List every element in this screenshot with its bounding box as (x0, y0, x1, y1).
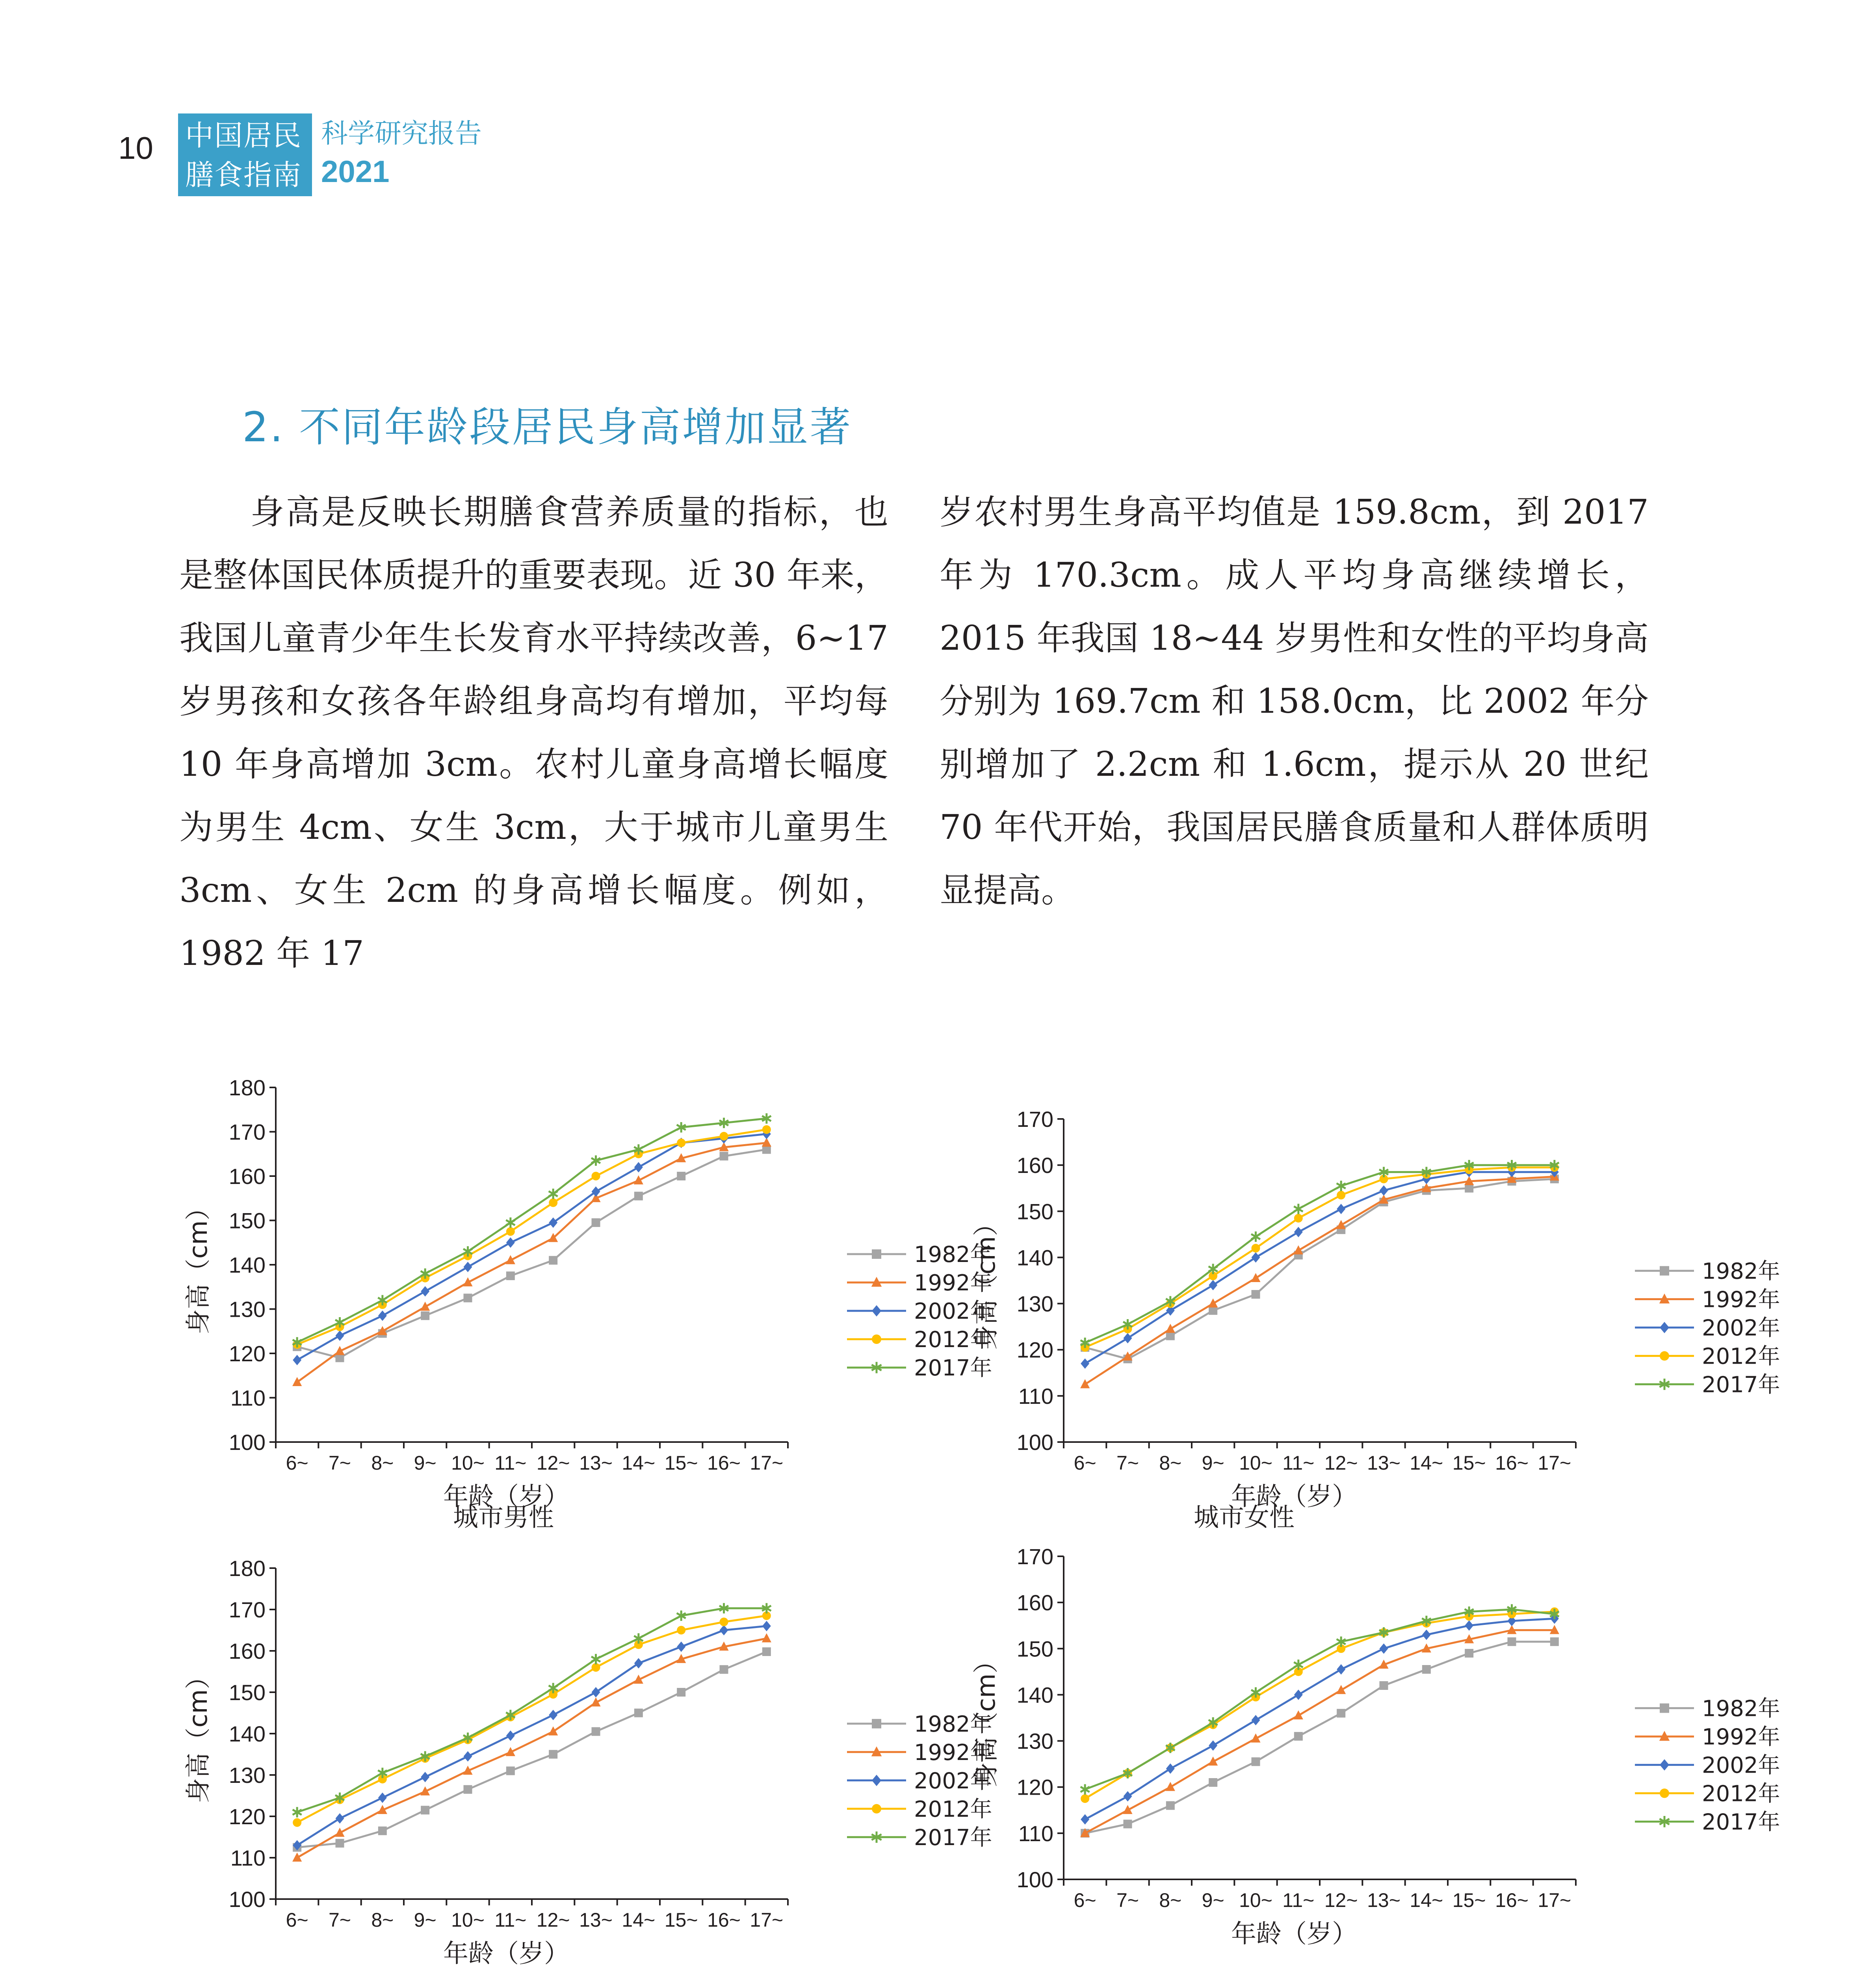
legend-entry (1635, 1753, 1780, 1778)
data-point (1166, 1782, 1175, 1791)
x-tick-label: 11~ (494, 1909, 527, 1931)
y-tick-label: 170 (1016, 1544, 1053, 1569)
x-tick-label: 10~ (1239, 1889, 1272, 1911)
y-tick-label: 140 (1016, 1245, 1053, 1270)
x-tick-label: 11~ (1282, 1452, 1315, 1474)
logo-line-1: 中国居民 (185, 119, 302, 152)
data-point (1508, 1637, 1516, 1646)
x-tick-label: 9~ (414, 1909, 436, 1931)
series-1992年 (292, 1137, 771, 1386)
series-line (1085, 1165, 1555, 1343)
y-axis-title: 身高（cm） (184, 1195, 213, 1334)
x-tick-label: 8~ (371, 1452, 394, 1474)
series-line (1085, 1642, 1555, 1833)
x-axis-title: 年龄（岁） (443, 1482, 569, 1511)
x-tick-label: 13~ (579, 1909, 613, 1931)
series-line (297, 1150, 767, 1358)
x-tick-label: 7~ (328, 1452, 351, 1474)
x-tick-label: 16~ (1495, 1889, 1529, 1911)
series-line (297, 1608, 767, 1812)
data-point (720, 1665, 728, 1674)
x-tick-label: 14~ (1410, 1889, 1443, 1911)
data-point (1337, 1709, 1345, 1717)
legend-entry (1635, 1372, 1780, 1398)
x-tick-label: 12~ (536, 1452, 570, 1474)
data-point (336, 1813, 344, 1823)
y-axis-title: 身高（cm） (972, 1211, 1001, 1350)
x-tick-label: 9~ (414, 1452, 436, 1474)
data-point (1465, 1621, 1473, 1631)
series-2012年 (1081, 1608, 1559, 1803)
y-tick-label: 100 (1016, 1430, 1053, 1455)
legend-label: 1982年 (914, 1242, 992, 1267)
data-point (421, 1286, 429, 1296)
x-tick-label: 6~ (286, 1909, 308, 1931)
series-line (297, 1626, 767, 1845)
data-point (1166, 1801, 1175, 1810)
data-point (720, 1625, 728, 1635)
report-year: 2021 (321, 154, 390, 189)
x-tick-label: 8~ (1159, 1889, 1182, 1911)
data-point (1208, 1298, 1218, 1307)
data-point (1209, 1264, 1218, 1274)
y-tick-label: 180 (228, 1075, 266, 1100)
legend-label: 2012年 (1702, 1781, 1780, 1807)
data-point (762, 1647, 771, 1656)
legend-entry (1635, 1724, 1780, 1750)
chart-rural-female (961, 1533, 1780, 1970)
y-tick-label: 130 (228, 1297, 266, 1322)
legend-marker (872, 1719, 881, 1728)
x-tick-label: 7~ (1116, 1452, 1139, 1474)
data-point (464, 1294, 472, 1302)
y-tick-label: 140 (1016, 1682, 1053, 1708)
x-tick-label: 13~ (1367, 1889, 1400, 1911)
legend-marker (872, 1305, 881, 1317)
data-point (1252, 1252, 1260, 1262)
data-point (378, 1827, 387, 1835)
y-tick-label: 110 (1018, 1383, 1053, 1409)
x-tick-label: 7~ (1116, 1889, 1139, 1911)
data-point (677, 1641, 685, 1652)
body-paragraph-left: 身高是反映长期膳食营养质量的指标，也是整体国民体质提升的重要表现。近 30 年来，我国儿童青少年生长发育水平持续改善，6~17 岁男孩和女孩各年龄组身高均有增加，平均每 10 年身高增加 3cm。农村儿童身高增长幅度为男生 4cm、女生 3cm，大于城市儿童男生 3cm、女生 2cm 的身高增长幅度。例如，1982 年 17 (179, 492, 888, 973)
data-point (677, 1139, 685, 1147)
data-point (1252, 1290, 1260, 1299)
data-point (293, 1355, 301, 1365)
y-axis-title: 身高（cm） (184, 1664, 213, 1803)
data-point (634, 1709, 643, 1717)
data-point (378, 1310, 387, 1321)
x-tick-label: 9~ (1202, 1889, 1224, 1911)
data-point (677, 1172, 685, 1180)
y-tick-label: 110 (230, 1845, 266, 1870)
data-point (720, 1132, 728, 1141)
y-tick-label: 150 (1016, 1199, 1053, 1224)
x-axis-title: 年龄（岁） (1231, 1482, 1357, 1511)
data-point (592, 1727, 600, 1736)
data-point (634, 1658, 643, 1668)
data-point (1337, 1664, 1345, 1674)
legend-label: 2002年 (914, 1768, 992, 1794)
data-point (1337, 1191, 1345, 1199)
legend-label: 2012年 (914, 1796, 992, 1822)
y-tick-label: 170 (228, 1597, 266, 1622)
data-point (378, 1793, 387, 1803)
series-1982年 (1081, 1637, 1559, 1838)
data-point (1124, 1333, 1132, 1343)
data-point (592, 1218, 600, 1227)
series-2012年 (1081, 1163, 1559, 1352)
data-point (1294, 1214, 1303, 1223)
legend-marker (1660, 1322, 1669, 1333)
data-point (1294, 1227, 1303, 1237)
legend-label: 1992年 (1702, 1287, 1780, 1313)
legend-label: 1982年 (914, 1711, 992, 1737)
legend-marker (872, 1249, 881, 1259)
data-point (548, 1727, 558, 1736)
data-point (1209, 1778, 1217, 1787)
x-tick-label: 17~ (750, 1909, 784, 1931)
data-point (1380, 1643, 1388, 1654)
data-point (1422, 1665, 1431, 1674)
x-tick-label: 14~ (1410, 1452, 1443, 1474)
y-tick-label: 140 (228, 1721, 266, 1746)
legend-entry (1635, 1258, 1780, 1284)
x-tick-label: 16~ (1495, 1452, 1529, 1474)
x-tick-label: 13~ (1367, 1452, 1400, 1474)
series-2002年 (1081, 1613, 1559, 1825)
x-tick-label: 13~ (579, 1452, 613, 1474)
data-point (592, 1687, 600, 1697)
x-tick-label: 12~ (536, 1909, 570, 1931)
data-point (1081, 1359, 1089, 1369)
data-point (1336, 1685, 1346, 1694)
x-tick-label: 17~ (1538, 1889, 1571, 1911)
series-2012年 (293, 1611, 771, 1827)
data-point (591, 1697, 600, 1706)
x-tick-label: 10~ (1239, 1452, 1272, 1474)
series-line (297, 1130, 767, 1345)
y-axis-title: 身高（cm） (972, 1648, 1001, 1788)
data-point (421, 1772, 429, 1782)
legend-label: 2002年 (1702, 1753, 1780, 1779)
section-heading: 2. 不同年龄段居民身高增加显著 (242, 403, 853, 451)
series-line (1085, 1176, 1555, 1384)
data-point (634, 1162, 643, 1172)
y-tick-label: 150 (1016, 1636, 1053, 1661)
data-point (1251, 1734, 1260, 1743)
legend-label: 2002年 (1702, 1315, 1780, 1341)
data-point (1166, 1764, 1175, 1774)
series-1992年 (1080, 1625, 1559, 1837)
x-axis-title: 年龄（岁） (443, 1939, 569, 1968)
x-tick-label: 9~ (1202, 1452, 1224, 1474)
legend-label: 1992年 (914, 1270, 992, 1296)
legend-label: 1992年 (914, 1740, 992, 1766)
series-line (297, 1639, 767, 1858)
x-tick-label: 6~ (286, 1452, 308, 1474)
data-point (592, 1172, 600, 1180)
chart-urban-male (173, 1064, 992, 1529)
y-tick-label: 120 (228, 1804, 266, 1829)
data-point (1422, 1630, 1431, 1640)
data-point (293, 1818, 301, 1827)
legend-label: 1982年 (1702, 1696, 1780, 1722)
x-tick-label: 14~ (622, 1909, 656, 1931)
y-tick-label: 170 (228, 1119, 266, 1145)
data-point (1209, 1740, 1217, 1751)
x-tick-label: 12~ (1324, 1452, 1358, 1474)
x-tick-label: 16~ (707, 1909, 741, 1931)
data-point (720, 1152, 728, 1160)
series-line (297, 1616, 767, 1823)
legend-marker (1660, 1788, 1669, 1798)
x-tick-label: 15~ (664, 1452, 698, 1474)
data-point (1337, 1204, 1345, 1214)
legend-label: 2017年 (914, 1355, 992, 1381)
y-tick-label: 150 (228, 1208, 266, 1233)
data-point (1080, 1379, 1090, 1388)
data-point (1123, 1805, 1132, 1814)
legend-marker (1660, 1266, 1669, 1275)
data-point (464, 1785, 472, 1794)
series-2017年 (293, 1603, 771, 1818)
data-point (1124, 1791, 1132, 1801)
data-point (720, 1618, 728, 1626)
data-point (464, 1751, 472, 1762)
data-point (1081, 1794, 1089, 1803)
y-tick-label: 160 (228, 1639, 266, 1663)
series-line (297, 1143, 767, 1383)
data-point (762, 1633, 771, 1642)
y-tick-label: 180 (228, 1556, 266, 1581)
data-point (1252, 1757, 1260, 1766)
y-tick-label: 160 (228, 1164, 266, 1189)
x-tick-label: 6~ (1074, 1889, 1096, 1911)
data-point (1294, 1732, 1303, 1741)
y-tick-label: 160 (1016, 1590, 1053, 1615)
data-point (506, 1238, 515, 1248)
chart-caption-urban-male: 城市男性 (453, 1503, 554, 1532)
y-tick-label: 120 (228, 1341, 266, 1366)
x-tick-label: 8~ (1159, 1452, 1182, 1474)
data-point (1166, 1324, 1175, 1333)
data-point (1465, 1649, 1473, 1658)
data-point (549, 1256, 557, 1265)
guideline-logo (178, 113, 312, 196)
legend-label: 2012年 (914, 1327, 992, 1353)
running-header (321, 116, 482, 191)
x-tick-label: 6~ (1074, 1452, 1096, 1474)
legend-entry (1635, 1809, 1780, 1835)
data-point (336, 1331, 344, 1341)
legend-entry (1635, 1781, 1780, 1806)
data-point (549, 1217, 557, 1228)
data-point (1294, 1689, 1303, 1700)
legend-marker (1660, 1703, 1669, 1713)
data-point (1380, 1681, 1388, 1690)
x-tick-label: 14~ (622, 1452, 656, 1474)
data-point (506, 1767, 515, 1775)
y-tick-label: 150 (228, 1680, 266, 1705)
data-point (1380, 1185, 1388, 1195)
legend-label: 1992年 (1702, 1724, 1780, 1750)
data-point (1251, 1232, 1260, 1242)
data-point (1251, 1273, 1260, 1282)
y-tick-label: 110 (230, 1385, 266, 1411)
y-tick-label: 130 (228, 1763, 266, 1788)
legend-label: 2017年 (914, 1825, 992, 1851)
chart-caption-rural-female (1194, 1966, 1295, 1970)
legend-entry (1635, 1315, 1780, 1341)
data-point (1294, 1660, 1303, 1670)
data-point (293, 1807, 302, 1817)
y-tick-label: 100 (1016, 1867, 1053, 1892)
series-1992年 (1080, 1171, 1559, 1388)
data-point (421, 1311, 429, 1320)
x-tick-label: 17~ (750, 1452, 784, 1474)
data-point (549, 1199, 557, 1207)
page-number: 10 (118, 130, 153, 165)
data-point (1124, 1819, 1132, 1828)
x-axis-title: 年龄（岁） (1231, 1920, 1357, 1949)
data-point (1208, 1756, 1218, 1766)
data-point (336, 1839, 344, 1847)
y-tick-label: 130 (1016, 1728, 1053, 1754)
legend-entry (1635, 1696, 1780, 1721)
legend-marker (1660, 1351, 1669, 1360)
chart-caption-urban-female: 城市女性 (1194, 1503, 1295, 1532)
data-point (549, 1710, 557, 1720)
series-line (1085, 1612, 1555, 1799)
data-point (1294, 1204, 1303, 1214)
chart-urban-female (961, 1095, 1780, 1529)
series-2012年 (293, 1125, 771, 1349)
data-point (335, 1828, 344, 1837)
x-tick-label: 15~ (1452, 1889, 1486, 1911)
series-2002年 (293, 1621, 771, 1851)
legend-label: 1982年 (1702, 1258, 1780, 1284)
data-point (592, 1186, 600, 1197)
data-point (1550, 1637, 1559, 1646)
legend-entry (1635, 1287, 1780, 1312)
x-tick-label: 15~ (1452, 1452, 1486, 1474)
series-1982年 (293, 1647, 771, 1852)
x-tick-label: 10~ (451, 1452, 485, 1474)
series-line (297, 1134, 767, 1360)
y-tick-label: 160 (1016, 1153, 1053, 1178)
series-line (1085, 1172, 1555, 1364)
data-point (1081, 1814, 1089, 1825)
legend-label: 2017年 (1702, 1809, 1780, 1835)
series-title: 科学研究报告 (321, 118, 482, 149)
data-point (762, 1621, 771, 1631)
data-point (634, 1192, 643, 1201)
series-1982年 (293, 1145, 771, 1362)
series-1982年 (1081, 1175, 1559, 1363)
y-tick-label: 140 (228, 1253, 266, 1277)
data-point (464, 1262, 472, 1272)
legend-entry (1635, 1344, 1780, 1369)
x-tick-label: 8~ (371, 1909, 394, 1931)
x-tick-label: 17~ (1538, 1452, 1571, 1474)
y-tick-label: 110 (1018, 1821, 1053, 1846)
data-point (677, 1688, 685, 1697)
x-tick-label: 7~ (328, 1909, 351, 1931)
legend-label: 2017年 (1702, 1372, 1780, 1398)
legend-marker (1660, 1759, 1669, 1771)
data-point (1294, 1710, 1303, 1719)
series-2002年 (293, 1129, 771, 1365)
x-tick-label: 11~ (1282, 1889, 1315, 1911)
data-point (420, 1302, 430, 1311)
series-2017年 (1081, 1604, 1559, 1795)
data-point (1252, 1715, 1260, 1725)
legend-label: 2012年 (1702, 1344, 1780, 1370)
y-tick-label: 100 (228, 1887, 266, 1912)
legend-marker (872, 1334, 881, 1344)
series-1992年 (292, 1633, 771, 1862)
data-point (1252, 1244, 1260, 1253)
x-tick-label: 12~ (1324, 1889, 1358, 1911)
data-point (677, 1626, 685, 1635)
data-point (1081, 1784, 1090, 1794)
y-tick-label: 130 (1016, 1291, 1053, 1316)
y-tick-label: 100 (228, 1430, 266, 1455)
data-point (506, 1271, 515, 1280)
x-tick-label: 16~ (707, 1452, 741, 1474)
legend-marker (872, 1775, 881, 1786)
data-point (1294, 1245, 1303, 1254)
data-point (591, 1654, 600, 1664)
legend-label: 2002年 (914, 1299, 992, 1324)
series-2017年 (293, 1113, 771, 1348)
y-tick-label: 170 (1016, 1107, 1053, 1132)
data-point (421, 1806, 429, 1814)
chart-rural-male (173, 1544, 992, 1970)
data-point (1209, 1280, 1217, 1290)
data-point (292, 1853, 302, 1862)
y-tick-label: 120 (1016, 1775, 1053, 1800)
data-point (292, 1377, 302, 1386)
data-point (762, 1125, 771, 1134)
series-line (297, 1119, 767, 1342)
data-point (506, 1217, 515, 1228)
series-2017年 (1081, 1160, 1559, 1348)
legend-marker (872, 1804, 881, 1814)
x-tick-label: 10~ (451, 1909, 485, 1931)
data-point (506, 1227, 515, 1236)
data-point (592, 1663, 600, 1672)
x-tick-label: 11~ (494, 1452, 527, 1474)
y-tick-label: 120 (1016, 1337, 1053, 1362)
data-point (549, 1750, 557, 1759)
data-point (1336, 1220, 1346, 1229)
data-point (506, 1730, 515, 1741)
logo-line-2: 膳食指南 (185, 158, 302, 191)
x-tick-label: 15~ (664, 1909, 698, 1931)
body-paragraph-right: 岁农村男生身高平均值是 159.8cm，到 2017 年为 170.3cm。成人平均身高继续增长，2015 年我国 18~44 岁男性和女性的平均身高分别为 169.7cm 和 158.0cm，比 2002 年分别增加了 2.2cm 和 1.6cm，提示从 20 世纪 70 年代开始，我国居民膳食质量和人群体质明显提高。 (940, 492, 1649, 910)
